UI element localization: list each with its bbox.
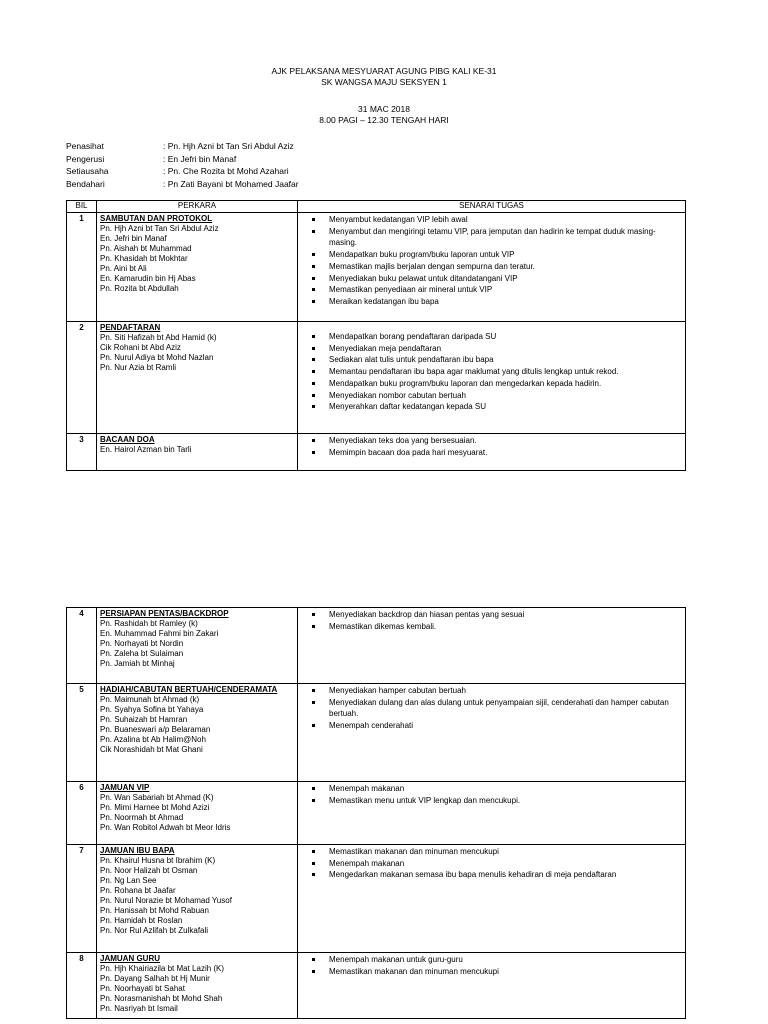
task-item: Menempah makanan untuk guru-guru: [301, 954, 682, 966]
section-title: BACAAN DOA: [100, 435, 155, 444]
section-tasks-cell: [298, 845, 686, 953]
task-list: [301, 954, 682, 977]
member-name: Pn. Nasriyah bt Ismail: [100, 1004, 178, 1013]
officer-name: : Pn Zati Bayani bt Mohamed Jaafar: [163, 178, 299, 189]
task-item: Menempah makanan: [301, 858, 682, 870]
task-item: Memastikan makanan dan minuman mencukupi: [301, 966, 682, 978]
officer-row: [66, 178, 299, 191]
table-row: [67, 953, 686, 1019]
section-tasks-cell: [298, 322, 686, 434]
officer-row: [66, 140, 299, 153]
officers-list: [66, 140, 299, 190]
member-name: Pn. Maimunah bt Ahmad (k): [100, 695, 200, 704]
section-title: JAMUAN IBU BAPA: [100, 846, 175, 855]
task-item: Mengedarkan makanan semasa ibu bapa menulis kehadiran di meja pendaftaran: [301, 869, 682, 881]
officer-role: Pengerusi: [66, 153, 105, 164]
header-date: 31 MAC 2018: [358, 104, 410, 114]
task-item: Mendapatkan buku program/buku laporan untuk VIP: [301, 249, 682, 261]
task-item: Menyambut kedatangan VIP lebih awal: [301, 214, 682, 226]
task-item: Menyambut dan mengiringi tetamu VIP, para jemputan dan hadirin ke tempat duduk masing-masing.: [301, 226, 682, 249]
header-bil: BIL: [67, 201, 97, 213]
member-name: Pn. Mimi Harnee bt Mohd Azizi: [100, 803, 210, 812]
section-number: 8: [67, 953, 97, 1019]
task-list: [301, 214, 682, 308]
task-item: Memastikan penyediaan air mineral untuk VIP: [301, 284, 682, 296]
section-perkara-cell: [97, 213, 298, 322]
member-name: En. Hairol Azman bin Tarli: [100, 445, 192, 454]
section-tasks-cell: [298, 782, 686, 845]
task-item: Menyediakan teks doa yang bersesuaian.: [301, 435, 682, 447]
section-number: 1: [67, 213, 97, 322]
table-row: [67, 782, 686, 845]
officer-role: Setiausaha: [66, 166, 109, 176]
member-name: Pn. Khairul Husna bt Ibrahim (K): [100, 856, 216, 865]
section-tasks-cell: [298, 608, 686, 684]
member-name: Pn. Norhayati bt Nordin: [100, 639, 184, 648]
task-item: Sediakan alat tulis untuk pendaftaran ibu bapa: [301, 354, 682, 366]
member-name: Pn. Rashidah bt Ramley (k): [100, 619, 198, 628]
officer-role: Penasihat: [66, 141, 104, 151]
task-item: Menyediakan hamper cabutan bertuah: [301, 685, 682, 697]
section-perkara-cell: [97, 953, 298, 1019]
member-name: Pn. Nur Azia bt Ramli: [100, 363, 177, 372]
officer-name: : En Jefri bin Manaf: [163, 153, 237, 164]
section-perkara-cell: [97, 684, 298, 782]
section-tasks-cell: [298, 953, 686, 1019]
task-item: Menempah makanan: [301, 783, 682, 795]
section-number: 6: [67, 782, 97, 845]
officer-row: [66, 153, 299, 166]
member-name: Pn. Hanissah bt Mohd Rabuan: [100, 906, 209, 915]
member-name: Cik Rohani bt Abd Aziz: [100, 343, 181, 352]
header-title: AJK PELAKSANA MESYUARAT AGUNG PIBG KALI KE-31: [271, 66, 497, 76]
member-name: Pn. Jamiah bt Minhaj: [100, 659, 175, 668]
table-row: [67, 845, 686, 953]
section-number: 7: [67, 845, 97, 953]
header-tugas: SENARAI TUGAS: [298, 201, 686, 213]
task-item: Meraikan kedatangan ibu bapa: [301, 296, 682, 308]
officer-name: : Pn. Hjh Azni bt Tan Sri Abdul Aziz: [163, 141, 294, 151]
member-name: Pn. Aishah bt Muhammad: [100, 244, 192, 253]
member-name: Pn. Hjh Azni bt Tan Sri Abdul Aziz: [100, 224, 219, 233]
section-tasks-cell: [298, 213, 686, 322]
member-name: Pn. Buaneswari a/p Belaraman: [100, 725, 211, 734]
task-item: Menyediakan buku pelawat untuk ditandatangani VIP: [301, 273, 682, 285]
section-tasks-cell: [298, 684, 686, 782]
task-list: [301, 685, 682, 732]
header-spacer: [0, 88, 768, 104]
section-perkara-cell: [97, 434, 298, 471]
member-name: En. Jefri bin Manaf: [100, 234, 167, 243]
section-title: PERSIAPAN PENTAS/BACKDROP: [100, 609, 229, 618]
member-name: Pn. Norasmanishah bt Mohd Shah: [100, 994, 223, 1003]
task-list: [301, 846, 682, 881]
member-name: Cik Norashidah bt Mat Ghani: [100, 745, 203, 754]
task-list: [301, 331, 682, 413]
table-header-row: [67, 201, 686, 213]
section-title: HADIAH/CABUTAN BERTUAH/CENDERAMATA: [100, 685, 278, 694]
table-row: [67, 322, 686, 434]
member-name: Pn. Nor Rul Azlifah bt Zulkafali: [100, 926, 209, 935]
duty-table-2: [66, 607, 686, 1019]
member-name: Pn. Nurul Norazie bt Mohamad Yusof: [100, 896, 232, 905]
member-name: Pn. Wan Robitol Adwah bt Meor Idris: [100, 823, 231, 832]
header-time: 8.00 PAGI – 12.30 TENGAH HARI: [319, 115, 449, 125]
member-name: Pn. Zaleha bt Sulaiman: [100, 649, 184, 658]
section-title: SAMBUTAN DAN PROTOKOL: [100, 214, 213, 223]
document-header: [0, 66, 768, 126]
section-perkara-cell: [97, 322, 298, 434]
task-item: Mendapatkan borang pendaftaran daripada SU: [301, 331, 682, 343]
table-row: [67, 434, 686, 471]
table-body: [67, 608, 686, 1019]
task-item: Menempah cenderahati: [301, 720, 682, 732]
member-name: Pn. Khasidah bt Mokhtar: [100, 254, 188, 263]
task-item: Memimpin bacaan doa pada hari mesyuarat.: [301, 447, 682, 459]
task-list: [301, 435, 682, 458]
task-item: Memastikan makanan dan minuman mencukupi: [301, 846, 682, 858]
member-name: Pn. Aini bt Ali: [100, 264, 147, 273]
task-item: Memastikan dikemas kembali.: [301, 621, 682, 633]
member-name: Pn. Syahya Sofina bt Yahaya: [100, 705, 204, 714]
task-item: Menyerahkan daftar kedatangan kepada SU: [301, 401, 682, 413]
task-item: Mendapatkan buku program/buku laporan dan mengedarkan kepada hadirin.: [301, 378, 682, 390]
member-name: Pn. Hamidah bt Roslan: [100, 916, 183, 925]
table-body: [67, 213, 686, 471]
officer-role: Bendahari: [66, 178, 105, 189]
task-item: Menyediakan nombor cabutan bertuah: [301, 390, 682, 402]
section-title: JAMUAN GURU: [100, 954, 160, 963]
table-row: [67, 684, 686, 782]
task-item: Menyediakan backdrop dan hiasan pentas yang sesuai: [301, 609, 682, 621]
member-name: Pn. Noorhayati bt Sahat: [100, 984, 185, 993]
task-item: Memastikan majlis berjalan dengan sempurna dan teratur.: [301, 261, 682, 273]
section-perkara-cell: [97, 608, 298, 684]
task-list: [301, 609, 682, 632]
officer-row: [66, 165, 299, 178]
task-list: [301, 783, 682, 806]
member-name: En. Kamarudin bin Hj Abas: [100, 274, 196, 283]
section-perkara-cell: [97, 845, 298, 953]
section-perkara-cell: [97, 782, 298, 845]
member-name: Pn. Noormah bt Ahmad: [100, 813, 184, 822]
member-name: Pn. Suhaizah bt Hamran: [100, 715, 188, 724]
task-item: Memastikan menu untuk VIP lengkap dan mencukupi.: [301, 795, 682, 807]
member-name: Pn. Hjh Khairiazila bt Mat Lazih (K): [100, 964, 225, 973]
member-name: Pn. Wan Sabariah bt Ahmad (K): [100, 793, 214, 802]
member-name: Pn. Rohana bt Jaafar: [100, 886, 176, 895]
member-name: Pn. Siti Hafizah bt Abd Hamid (k): [100, 333, 217, 342]
header-school: SK WANGSA MAJU SEKSYEN 1: [321, 77, 447, 87]
duty-table-1: [66, 200, 686, 471]
table-row: [67, 608, 686, 684]
task-item: Menyediakan meja pendaftaran: [301, 343, 682, 355]
table-row: [67, 213, 686, 322]
header-perkara: PERKARA: [97, 201, 298, 213]
member-name: En. Muhammad Fahmi bin Zakari: [100, 629, 219, 638]
officer-name: : Pn. Che Rozita bt Mohd Azahari: [163, 166, 289, 176]
section-number: 5: [67, 684, 97, 782]
member-name: Pn. Ng Lan See: [100, 876, 157, 885]
member-name: Pn. Noor Halizah bt Osman: [100, 866, 198, 875]
task-item: Memantau pendaftaran ibu bapa agar maklumat yang ditulis lengkap untuk rekod.: [301, 366, 682, 378]
task-item: Menyediakan dulang dan alas dulang untuk penyampaian sijil, cenderahati dan hamper cabutan bertuah.: [301, 697, 682, 720]
section-number: 3: [67, 434, 97, 471]
section-number: 2: [67, 322, 97, 434]
section-tasks-cell: [298, 434, 686, 471]
section-title: JAMUAN VIP: [100, 783, 150, 792]
section-number: 4: [67, 608, 97, 684]
member-name: Pn. Rozita bt Abdullah: [100, 284, 179, 293]
section-title: PENDAFTARAN: [100, 323, 161, 332]
member-name: Pn. Nurul Adiya bt Mohd Nazlan: [100, 353, 214, 362]
member-name: Pn. Azalina bt Ab Halim@Noh: [100, 735, 206, 744]
member-name: Pn. Dayang Salhah bt Hj Munir: [100, 974, 210, 983]
